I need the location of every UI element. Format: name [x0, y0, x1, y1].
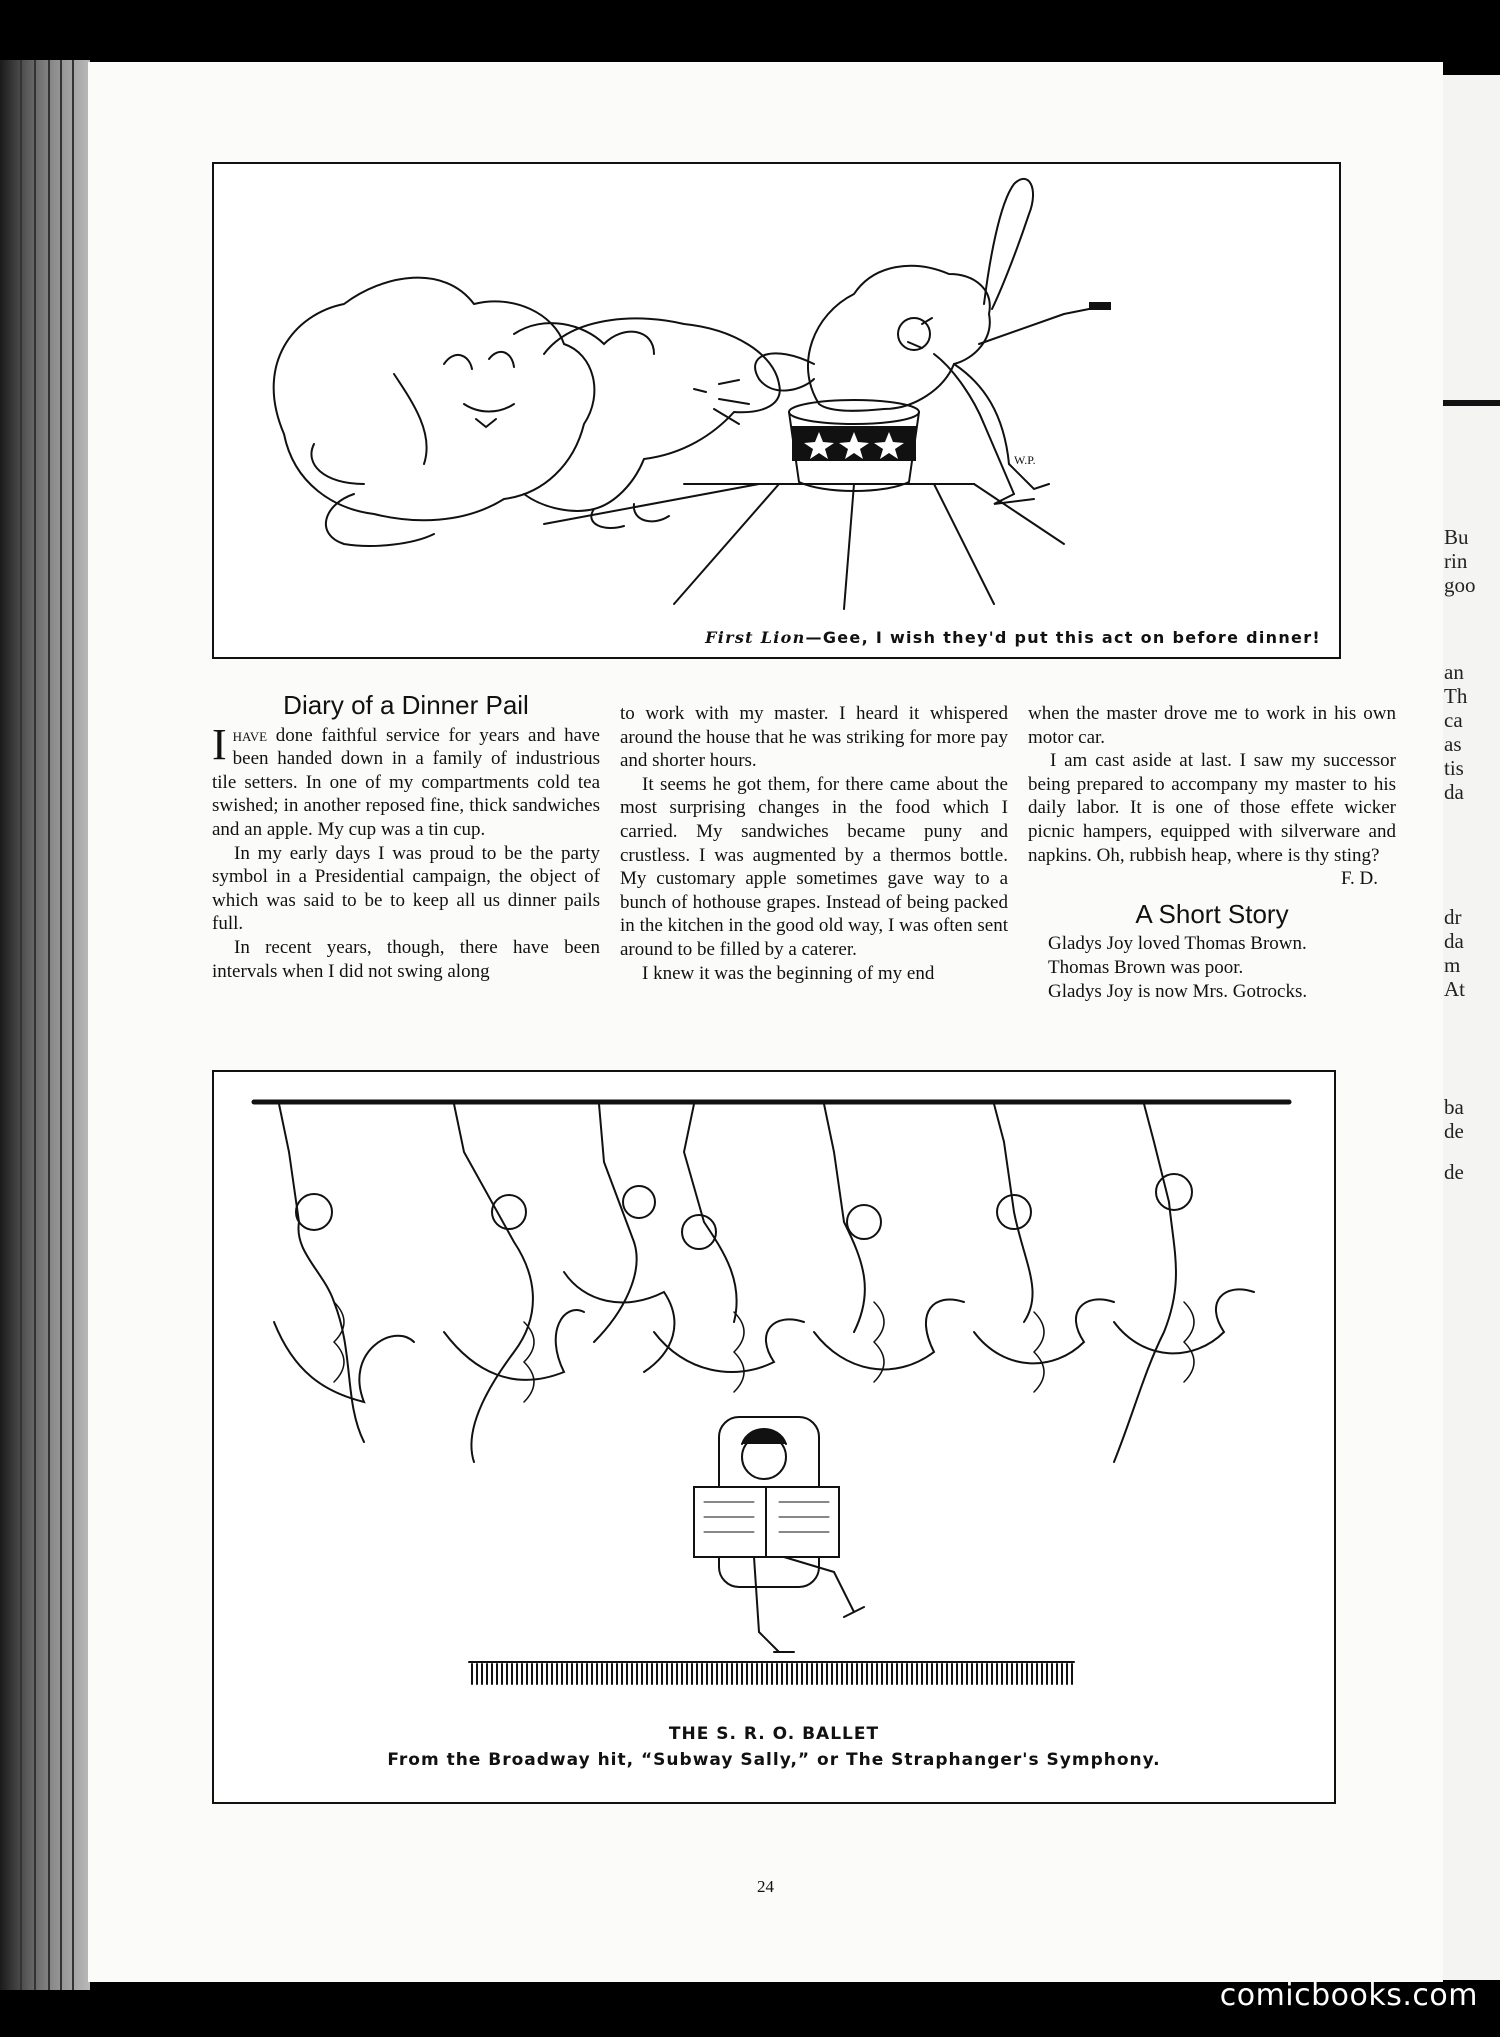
watermark: comicbooks.com	[1219, 1978, 1478, 2013]
diary-paragraph-2: In my early days I was proud to be the party symbol in a Presidential campaign, the object of which was said to be to keep all us dinner pails full.	[212, 842, 600, 935]
magazine-page	[88, 62, 1443, 1982]
poem-line: Thomas Brown was poor.	[1048, 956, 1244, 978]
diary-paragraph-3b: to work with my master. I heard it whispered around the house that he was striking for more pay and shorter hours.	[620, 703, 1008, 772]
ballet-title: THE S. R. O. BALLET	[668, 1724, 880, 1744]
fragment: de	[1444, 1119, 1464, 1143]
diary-signature: F. D.	[1340, 868, 1378, 890]
fragment: da	[1444, 929, 1464, 953]
fragment: Th	[1444, 684, 1468, 708]
page-number: 24	[757, 1877, 774, 1896]
diary-paragraph-3a: In recent years, though, there have been intervals when I did not swing along	[212, 936, 600, 982]
book-spine-edge	[0, 60, 90, 1990]
fragment: as	[1444, 732, 1462, 756]
lion-cartoon-illustration	[214, 164, 1339, 624]
diary-title: Diary of a Dinner Pail	[283, 690, 529, 720]
fragment: m	[1444, 953, 1461, 977]
fragment: ba	[1444, 1095, 1464, 1119]
ballet-cartoon-illustration	[214, 1072, 1334, 1702]
caption-text: —Gee, I wish they'd put this act on before dinner!	[805, 628, 1321, 647]
fragment: an	[1444, 660, 1464, 684]
caption-speaker: First Lion	[705, 628, 806, 647]
cartoon-caption	[705, 628, 1321, 647]
fragment: da	[1444, 780, 1464, 804]
diary-paragraph-6: I am cast aside at last. I saw my successor being prepared to accompany my master to his daily labor. It is one of those effete wicker picnic hampers, equipped with silverware and napkins. Oh, rubbish heap, where is thy sting?	[1028, 750, 1396, 866]
diary-paragraph-1	[212, 719, 600, 842]
fragment: dr	[1444, 905, 1462, 929]
article-column-3	[1028, 702, 1396, 1003]
lion-cartoon-panel	[212, 162, 1341, 659]
diary-paragraph-5a: I knew it was the beginning of my end	[642, 962, 935, 984]
artist-signature: W.P.	[1014, 453, 1036, 467]
paragraph-text: done faithful service for years and have been handed down in a family of industrious tile setters. In one of my compartments cold tea swished; in another reposed fine, thick sandwiches and an apple. My cup was a tin cup.	[212, 724, 600, 840]
article-column-1	[212, 690, 600, 983]
fragment: At	[1444, 977, 1465, 1001]
poem-line: Gladys Joy is now Mrs. Gotrocks.	[1048, 980, 1308, 1002]
diary-paragraph-4: It seems he got them, for there came about the most surprising changes in the food which I carried. My sandwiches became puny and crustless. I was augmented by a thermos bottle. My customary apple sometimes gave way to a bunch of hothouse grapes. Instead of being packed in the kitchen in the good old way, I was often sent around to be filled by a caterer.	[620, 773, 1008, 960]
fragment: rin	[1444, 549, 1468, 573]
short-story-title: A Short Story	[1135, 898, 1289, 929]
short-story-poem	[1028, 932, 1396, 1003]
poem-line: Gladys Joy loved Thomas Brown.	[1048, 933, 1307, 955]
fragment: goo	[1444, 573, 1476, 597]
fragment: ca	[1444, 708, 1463, 732]
ballet-subtitle: From the Broadway hit, “Subway Sally,” or The Straphanger's Symphony.	[387, 1750, 1161, 1770]
fragment: Bu	[1444, 525, 1469, 549]
drop-cap: I	[212, 719, 227, 769]
fragment: tis	[1444, 756, 1464, 780]
article-column-2	[620, 702, 1008, 985]
fragment: de	[1444, 1160, 1464, 1184]
ballet-cartoon-panel	[212, 1070, 1336, 1804]
facing-page-edge	[1440, 75, 1500, 1980]
small-caps-lead: have	[232, 724, 268, 746]
diary-paragraph-5b: when the master drove me to work in his own motor car.	[1028, 703, 1396, 748]
